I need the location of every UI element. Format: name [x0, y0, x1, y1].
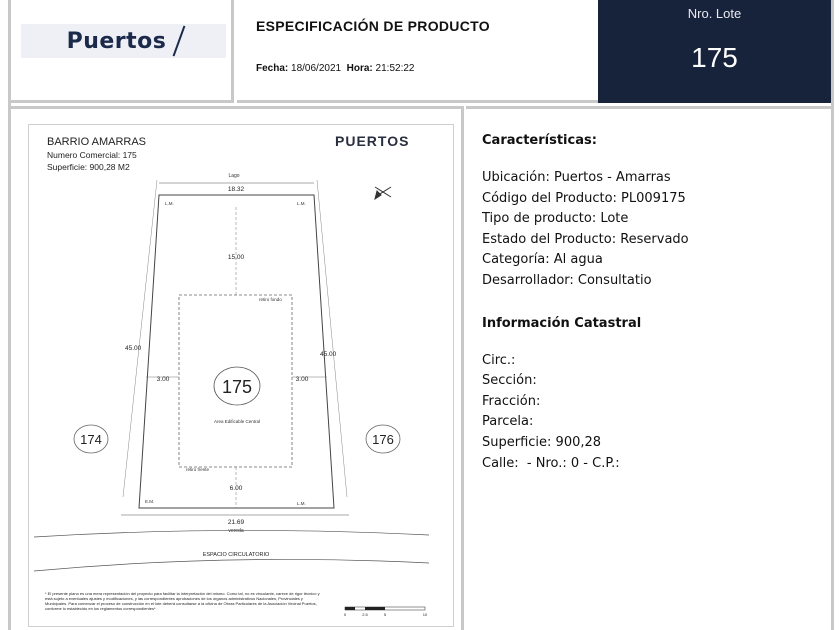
scale-tick-2: 5: [383, 612, 387, 617]
date-time-line: [256, 63, 414, 74]
lateral-right-value: 3.00: [295, 376, 309, 383]
lm-top-right: L.M.: [297, 201, 306, 206]
rear-setback-value: 6.00: [229, 485, 243, 492]
top-width-value: 18.32: [227, 186, 245, 193]
lote-number: 175: [691, 42, 738, 73]
seccion-row: Sección:: [482, 373, 537, 389]
front-setback-value: 15.00: [227, 254, 245, 261]
estado-row: Estado del Producto: Reservado: [482, 231, 689, 247]
scale-bar: [344, 607, 428, 617]
plan-brand: PUERTOS: [335, 133, 410, 149]
product-info-panel: [466, 106, 834, 630]
lateral-left-value: 3.00: [156, 376, 170, 383]
header-lote-cell: [598, 0, 831, 103]
tipo-row: Tipo de producto: Lote: [482, 211, 629, 227]
plan-superficie: Superficie: 900,28 M2: [47, 162, 130, 172]
page-title: ESPECIFICACIÓN DE PRODUCTO: [256, 18, 490, 34]
logo-text: Puertos: [66, 28, 167, 54]
retiro-frente-label: retiro frente: [186, 467, 210, 472]
vereda-label: vereda: [228, 528, 244, 534]
espacio-circulatorio-label: ESPACIO CIRCULATORIO: [202, 552, 270, 558]
lago-label: Lago: [228, 173, 240, 179]
hora-label: Hora:: [346, 63, 373, 74]
road-lower-curve: [34, 559, 429, 571]
lot-plan-svg: [29, 125, 455, 628]
side-left-value: 45.00: [125, 345, 142, 352]
lot-number-label: 175: [221, 377, 253, 397]
codigo-row: Código del Producto: PL009175: [482, 190, 686, 206]
north-arrow-icon: [375, 187, 391, 199]
side-right-value: 45.00: [320, 351, 337, 358]
desarrollador-row: Desarrollador: Consultatio: [482, 272, 652, 288]
circ-row: Circ.:: [482, 352, 516, 368]
lot-outline: [139, 195, 334, 508]
lm-bottom-right: L.M.: [297, 501, 306, 506]
retiro-fondo-label: retiro fondo: [259, 297, 282, 302]
lote-label: Nro. Lote: [687, 6, 742, 21]
lm-top-left: L.M.: [165, 201, 174, 206]
right-guide-line: [317, 180, 347, 497]
scale-tick-0: 0: [343, 612, 347, 617]
em-bottom-left: E.M.: [145, 499, 155, 504]
scale-tick-3: 10: [422, 612, 428, 617]
barrio-name: BARRIO AMARRAS: [47, 136, 147, 148]
caracteristicas-heading: Características:: [482, 133, 597, 148]
puertos-logo: [21, 24, 226, 58]
lot-plan-panel: [11, 106, 464, 630]
ubicacion-row: Ubicación: Puertos - Amarras: [482, 170, 671, 185]
calle-row: Calle: - Nro.: 0 - C.P.:: [482, 455, 620, 471]
fecha-label: Fecha:: [256, 63, 289, 74]
categoria-row: Categoría: Al agua: [482, 252, 603, 268]
area-edificable-label: Area Edificable Central: [213, 419, 261, 424]
scale-tick-1: 2.5: [362, 612, 368, 617]
numero-comercial: Numero Comercial: 175: [47, 150, 137, 160]
neighbor-right-label: 176: [372, 432, 394, 447]
parcela-row: Parcela:: [482, 414, 534, 430]
fraccion-row: Fracción:: [482, 393, 541, 409]
plan-disclaimer-box: [45, 591, 325, 627]
header-logo-cell: [11, 0, 234, 103]
neighbor-left-label: 174: [80, 432, 102, 447]
left-guide-line: [123, 180, 157, 497]
plan-disclaimer: * El presente plano es una mera representación del proyecto para facilitar la interpretación del mismo. Como tal, no es vinculante, carece de rigor técnico y está sujeto a eventuales ajustes y modificaciones, y las correspondientes aprobaciones de los órganos administrativos Nacionales, Provinciales y Municipales. Para comenzar el proceso de construcción en el lote deberá consultarse a la oficina de Obras Particulares de la Asociación Vecinal Puertos, conforme lo establecido en los reglamentos correspondientes*: [45, 591, 320, 611]
lot-plan-drawing: [28, 124, 454, 627]
fecha-value: 18/06/2021: [291, 63, 342, 74]
superficie-row: Superficie: 900,28: [482, 434, 602, 450]
header-title-cell: [237, 0, 598, 103]
bottom-width-value: 21.69: [227, 519, 245, 526]
logo-slash-mark: [173, 26, 186, 57]
catastral-heading: Información Catastral: [482, 315, 642, 331]
hora-value: 21:52:22: [375, 63, 415, 74]
